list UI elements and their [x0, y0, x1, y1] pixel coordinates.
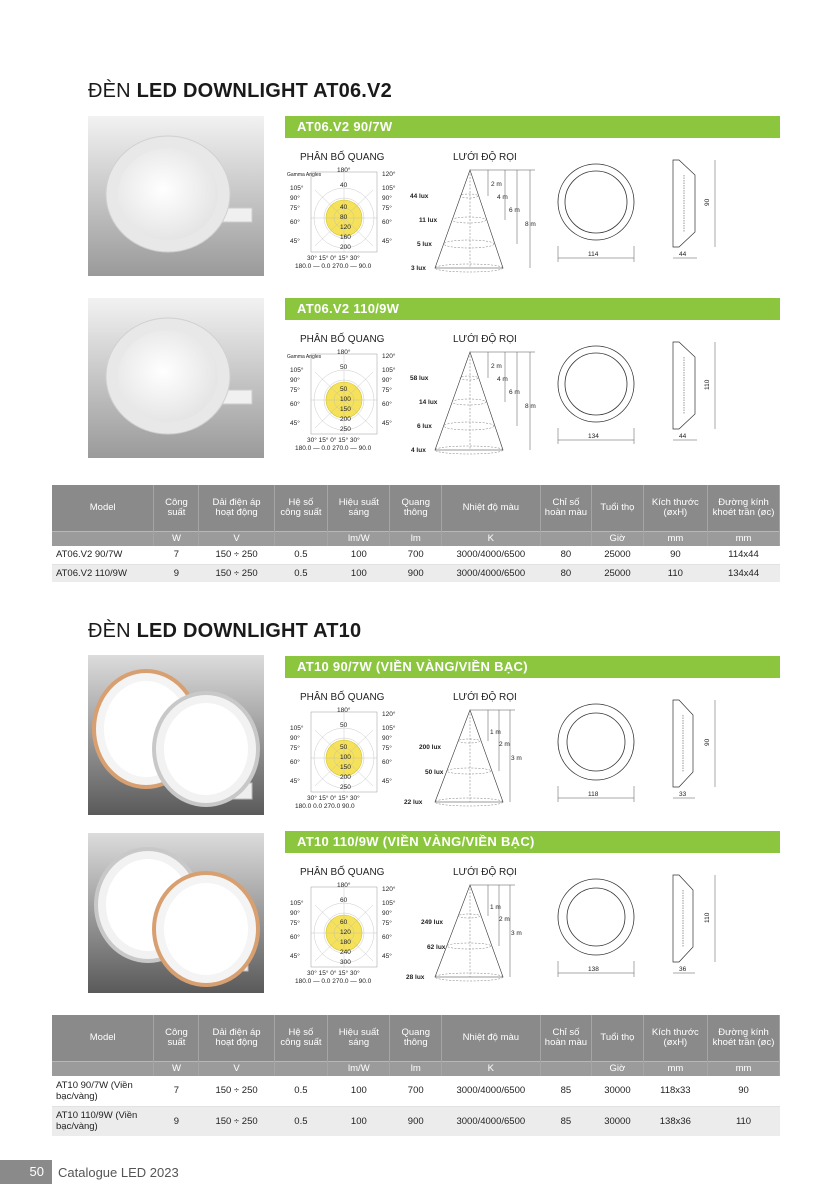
polar-bottom-angles: 30° 15° 0° 15° 30°	[307, 255, 360, 262]
dim-height: 44	[679, 251, 687, 258]
column-header: Dải điện áp hoạt động	[199, 485, 274, 531]
table-cell: 100	[328, 564, 390, 582]
illuminance-cone	[410, 170, 536, 272]
polar-angle: 60°	[290, 401, 300, 408]
polar-top-angle: 180°	[337, 707, 351, 714]
polar-bottom-angles: 30° 15° 0° 15° 30°	[307, 970, 360, 977]
distance-label: 6 m	[509, 207, 520, 214]
lux-label: 44 lux	[410, 193, 429, 200]
polar-angle: 60°	[382, 934, 392, 941]
top-view-drawing	[558, 164, 634, 262]
distance-label: 1 m	[490, 729, 501, 736]
polar-chart	[287, 348, 396, 452]
table-cell: 7	[154, 546, 199, 564]
illuminance-title: LƯỚI ĐỘ RỌI	[453, 334, 517, 345]
table-cell: 700	[390, 546, 442, 564]
table-cell: 100	[328, 546, 390, 564]
illuminance-title: LƯỚI ĐỘ RỌI	[453, 867, 517, 878]
polar-angle: 90°	[382, 735, 392, 742]
table-cell: 7	[154, 1076, 199, 1106]
spec-block	[285, 690, 780, 830]
side-view-drawing	[673, 342, 715, 440]
table-cell: AT06.V2 90/7W	[52, 546, 154, 564]
distance-label: 8 m	[525, 221, 536, 228]
unit-cell: W	[154, 1061, 199, 1076]
polar-angle: 105°	[382, 185, 396, 192]
polar-value: 240	[340, 949, 351, 956]
polar-angle: 105°	[290, 185, 304, 192]
polar-angle: 60°	[290, 759, 300, 766]
table-cell: 3000/4000/6500	[441, 1106, 540, 1136]
polar-chart	[287, 166, 396, 270]
table-cell: 100	[328, 1106, 390, 1136]
polar-value: 50	[340, 722, 348, 729]
polar-angle: 75°	[382, 745, 392, 752]
table-cell: 0.5	[274, 546, 328, 564]
polar-angle: 60°	[382, 401, 392, 408]
column-header: Tuổi thọ	[592, 485, 644, 531]
column-header: Kích thước (øxH)	[643, 1015, 707, 1061]
distance-label: 6 m	[509, 389, 520, 396]
unit-cell: K	[441, 1061, 540, 1076]
column-header: Chỉ số hoàn màu	[540, 1015, 592, 1061]
dim-cutout: 90	[704, 198, 711, 206]
table-row	[52, 546, 780, 564]
polar-value: 80	[340, 214, 348, 221]
column-header: Hiệu suất sáng	[328, 485, 390, 531]
polar-header: Gamma Angles	[287, 172, 322, 178]
product-bar: AT10 90/7W (VIỀN VÀNG/VIỀN BẠC)	[285, 656, 780, 678]
unit-cell	[52, 531, 154, 546]
table-cell: 85	[540, 1106, 592, 1136]
polar-value: 60	[340, 897, 348, 904]
table-cell: 25000	[592, 564, 644, 582]
unit-cell: mm	[643, 1061, 707, 1076]
dim-height: 36	[679, 966, 687, 973]
page-number: 50	[0, 1160, 52, 1184]
table-cell: 30000	[592, 1106, 644, 1136]
table-cell: 150 ÷ 250	[199, 564, 274, 582]
polar-top-angle: 180°	[337, 349, 351, 356]
distance-label: 1 m	[490, 904, 501, 911]
polar-value: 150	[340, 764, 351, 771]
table-cell: 0.5	[274, 1076, 328, 1106]
polar-angle: 75°	[290, 745, 300, 752]
table-cell: 30000	[592, 1076, 644, 1106]
distance-label: 8 m	[525, 403, 536, 410]
distance-label: 2 m	[499, 741, 510, 748]
polar-angle: 45°	[290, 953, 300, 960]
polar-right-top: 120°	[382, 886, 396, 893]
table-header	[52, 485, 780, 531]
polar-title: PHÂN BỐ QUANG	[300, 867, 385, 878]
spec-block	[285, 332, 780, 472]
polar-value: 100	[340, 754, 351, 761]
lux-label: 62 lux	[427, 944, 446, 951]
polar-angle: 105°	[290, 725, 304, 732]
unit-cell: Giờ	[592, 1061, 644, 1076]
polar-top-angle: 180°	[337, 882, 351, 889]
table-cell: 114x44	[708, 546, 780, 564]
table-cell: 80	[540, 546, 592, 564]
polar-angle: 60°	[382, 219, 392, 226]
polar-angle: 45°	[290, 420, 300, 427]
table-cell: 0.5	[274, 564, 328, 582]
polar-angle: 105°	[382, 367, 396, 374]
polar-angle: 75°	[382, 387, 392, 394]
polar-title: PHÂN BỐ QUANG	[300, 334, 385, 345]
unit-cell: mm	[708, 531, 780, 546]
polar-angle: 90°	[382, 195, 392, 202]
table-cell: 9	[154, 1106, 199, 1136]
lux-label: 6 lux	[417, 423, 432, 430]
illuminance-cone	[404, 710, 522, 806]
table-cell: 150 ÷ 250	[199, 1076, 274, 1106]
table-cell: 138x36	[643, 1106, 707, 1136]
spec-block	[285, 865, 780, 1005]
product-photo	[88, 833, 264, 993]
table-cell: 134x44	[708, 564, 780, 582]
unit-cell: W	[154, 531, 199, 546]
polar-angle: 45°	[382, 778, 392, 785]
lux-label: 200 lux	[419, 744, 442, 751]
dim-diameter: 134	[588, 433, 599, 440]
column-header: Tuổi thọ	[592, 1015, 644, 1061]
polar-title: PHÂN BỐ QUANG	[300, 692, 385, 703]
dim-cutout: 110	[704, 912, 711, 923]
polar-value: 200	[340, 416, 351, 423]
table-header	[52, 1015, 780, 1061]
table-cell: 85	[540, 1076, 592, 1106]
page-footer	[0, 1160, 179, 1184]
polar-angle: 90°	[382, 910, 392, 917]
column-header: Nhiệt độ màu	[441, 485, 540, 531]
polar-bottom-planes: 180.0 — 0.0 270.0 — 90.0	[295, 445, 372, 452]
table-cell: 3000/4000/6500	[441, 1076, 540, 1106]
unit-cell	[274, 1061, 328, 1076]
product-photo	[88, 116, 264, 276]
table-units-row	[52, 1061, 780, 1076]
top-view-drawing	[558, 346, 634, 444]
polar-value: 160	[340, 234, 351, 241]
dim-diameter: 118	[588, 791, 599, 798]
table-cell: 150 ÷ 250	[199, 1106, 274, 1136]
polar-bottom-angles: 30° 15° 0° 15° 30°	[307, 795, 360, 802]
unit-cell: lm/W	[328, 1061, 390, 1076]
table-cell: 0.5	[274, 1106, 328, 1136]
polar-value: 50	[340, 364, 348, 371]
table-cell: 90	[643, 546, 707, 564]
unit-cell: lm	[390, 531, 442, 546]
lux-label: 3 lux	[411, 265, 426, 272]
distance-label: 4 m	[497, 376, 508, 383]
table-cell: 80	[540, 564, 592, 582]
polar-value: 40	[340, 182, 348, 189]
polar-angle: 45°	[290, 778, 300, 785]
column-header: Hệ số công suất	[274, 1015, 328, 1061]
polar-chart	[290, 706, 396, 810]
polar-value: 40	[340, 204, 348, 211]
polar-right-top: 120°	[382, 171, 396, 178]
side-view-drawing	[673, 700, 715, 798]
polar-value: 60	[340, 919, 348, 926]
unit-cell: lm/W	[328, 531, 390, 546]
top-view-drawing	[558, 879, 634, 977]
unit-cell: V	[199, 531, 274, 546]
distance-label: 3 m	[511, 755, 522, 762]
polar-angle: 75°	[382, 920, 392, 927]
column-header: Model	[52, 485, 154, 531]
unit-cell: Giờ	[592, 531, 644, 546]
product-photo	[88, 655, 264, 815]
spec-table	[52, 1015, 780, 1136]
section-title: ĐÈN LED DOWNLIGHT AT06.V2	[88, 80, 392, 102]
unit-cell	[274, 531, 328, 546]
distance-label: 2 m	[491, 363, 502, 370]
column-header: Đường kính khoét trần (øc)	[708, 1015, 780, 1061]
polar-angle: 60°	[290, 219, 300, 226]
table-cell: 700	[390, 1076, 442, 1106]
polar-angle: 75°	[382, 205, 392, 212]
top-view-drawing	[558, 704, 634, 802]
illuminance-title: LƯỚI ĐỘ RỌI	[453, 692, 517, 703]
distance-label: 2 m	[491, 181, 502, 188]
polar-angle: 75°	[290, 205, 300, 212]
column-header: Nhiệt độ màu	[441, 1015, 540, 1061]
polar-value: 250	[340, 426, 351, 433]
polar-angle: 105°	[290, 900, 304, 907]
polar-angle: 105°	[382, 725, 396, 732]
lux-label: 28 lux	[406, 974, 425, 981]
column-header: Hệ số công suất	[274, 485, 328, 531]
table-cell: 3000/4000/6500	[441, 546, 540, 564]
lux-label: 249 lux	[421, 919, 444, 926]
polar-value: 300	[340, 959, 351, 966]
polar-value: 120	[340, 224, 351, 231]
product-bar: AT06.V2 110/9W	[285, 298, 780, 320]
polar-value: 120	[340, 929, 351, 936]
polar-angle: 90°	[290, 377, 300, 384]
table-row	[52, 564, 780, 582]
unit-cell: lm	[390, 1061, 442, 1076]
table-cell: 110	[708, 1106, 780, 1136]
column-header: Công suất	[154, 485, 199, 531]
table-cell: 900	[390, 1106, 442, 1136]
polar-value: 50	[340, 386, 348, 393]
lux-label: 5 lux	[417, 241, 432, 248]
table-cell: AT10 110/9W (Viền bạc/vàng)	[52, 1106, 154, 1136]
column-header: Công suất	[154, 1015, 199, 1061]
polar-bottom-planes: 180.0 — 0.0 270.0 — 90.0	[295, 978, 372, 985]
product-bar: AT06.V2 90/7W	[285, 116, 780, 138]
polar-chart	[290, 881, 396, 985]
polar-angle: 60°	[382, 759, 392, 766]
polar-angle: 105°	[290, 367, 304, 374]
polar-bottom-planes: 180.0 0.0 270.0 90.0	[295, 803, 355, 810]
side-view-drawing	[673, 875, 715, 973]
catalogue-label: Catalogue LED 2023	[58, 1164, 179, 1180]
polar-angle: 45°	[382, 953, 392, 960]
table-cell: 118x33	[643, 1076, 707, 1106]
polar-angle: 90°	[290, 735, 300, 742]
table-cell: 9	[154, 564, 199, 582]
column-header: Quang thông	[390, 485, 442, 531]
illuminance-cone	[410, 352, 536, 454]
table-cell: 900	[390, 564, 442, 582]
lux-label: 14 lux	[419, 399, 438, 406]
dim-cutout: 90	[704, 738, 711, 746]
dim-diameter: 114	[588, 251, 599, 258]
table-cell: 25000	[592, 546, 644, 564]
polar-angle: 45°	[290, 238, 300, 245]
polar-title: PHÂN BỐ QUANG	[300, 152, 385, 163]
side-view-drawing	[673, 160, 715, 258]
table-cell: AT06.V2 110/9W	[52, 564, 154, 582]
table-cell: 100	[328, 1076, 390, 1106]
polar-angle: 75°	[290, 387, 300, 394]
polar-value: 150	[340, 406, 351, 413]
unit-cell	[52, 1061, 154, 1076]
table-cell: AT10 90/7W (Viền bạc/vàng)	[52, 1076, 154, 1106]
table-row	[52, 1076, 780, 1106]
polar-value: 200	[340, 244, 351, 251]
column-header: Quang thông	[390, 1015, 442, 1061]
polar-right-top: 120°	[382, 711, 396, 718]
polar-angle: 90°	[290, 195, 300, 202]
distance-label: 2 m	[499, 916, 510, 923]
unit-cell	[540, 531, 592, 546]
polar-angle: 45°	[382, 420, 392, 427]
polar-value: 250	[340, 784, 351, 791]
product-photo	[88, 298, 264, 458]
unit-cell: K	[441, 531, 540, 546]
lux-label: 11 lux	[419, 217, 438, 224]
table-cell: 110	[643, 564, 707, 582]
polar-right-top: 120°	[382, 353, 396, 360]
column-header: Hiệu suất sáng	[328, 1015, 390, 1061]
lux-label: 22 lux	[404, 799, 423, 806]
table-cell: 3000/4000/6500	[441, 564, 540, 582]
table-cell: 150 ÷ 250	[199, 546, 274, 564]
unit-cell	[540, 1061, 592, 1076]
section-title: ĐÈN LED DOWNLIGHT AT10	[88, 620, 362, 642]
polar-header: Gamma Angles	[287, 354, 322, 360]
polar-angle: 75°	[290, 920, 300, 927]
polar-value: 180	[340, 939, 351, 946]
table-cell: 90	[708, 1076, 780, 1106]
polar-bottom-angles: 30° 15° 0° 15° 30°	[307, 437, 360, 444]
spec-block	[285, 150, 780, 290]
dim-cutout: 110	[704, 379, 711, 390]
dim-diameter: 138	[588, 966, 599, 973]
polar-value: 200	[340, 774, 351, 781]
spec-table	[52, 485, 780, 582]
illuminance-cone	[406, 885, 522, 981]
unit-cell: mm	[708, 1061, 780, 1076]
polar-value: 50	[340, 744, 348, 751]
polar-top-angle: 180°	[337, 167, 351, 174]
dim-height: 44	[679, 433, 687, 440]
lux-label: 4 lux	[411, 447, 426, 454]
distance-label: 4 m	[497, 194, 508, 201]
column-header: Model	[52, 1015, 154, 1061]
table-row	[52, 1106, 780, 1136]
unit-cell: V	[199, 1061, 274, 1076]
unit-cell: mm	[643, 531, 707, 546]
polar-angle: 60°	[290, 934, 300, 941]
polar-value: 100	[340, 396, 351, 403]
polar-angle: 105°	[382, 900, 396, 907]
lux-label: 50 lux	[425, 769, 444, 776]
table-units-row	[52, 531, 780, 546]
polar-angle: 45°	[382, 238, 392, 245]
polar-bottom-planes: 180.0 — 0.0 270.0 — 90.0	[295, 263, 372, 270]
dim-height: 33	[679, 791, 687, 798]
product-bar: AT10 110/9W (VIỀN VÀNG/VIỀN BẠC)	[285, 831, 780, 853]
distance-label: 3 m	[511, 930, 522, 937]
column-header: Chỉ số hoàn màu	[540, 485, 592, 531]
column-header: Dải điện áp hoạt động	[199, 1015, 274, 1061]
column-header: Đường kính khoét trần (øc)	[708, 485, 780, 531]
column-header: Kích thước (øxH)	[643, 485, 707, 531]
lux-label: 58 lux	[410, 375, 429, 382]
polar-angle: 90°	[382, 377, 392, 384]
illuminance-title: LƯỚI ĐỘ RỌI	[453, 152, 517, 163]
polar-angle: 90°	[290, 910, 300, 917]
